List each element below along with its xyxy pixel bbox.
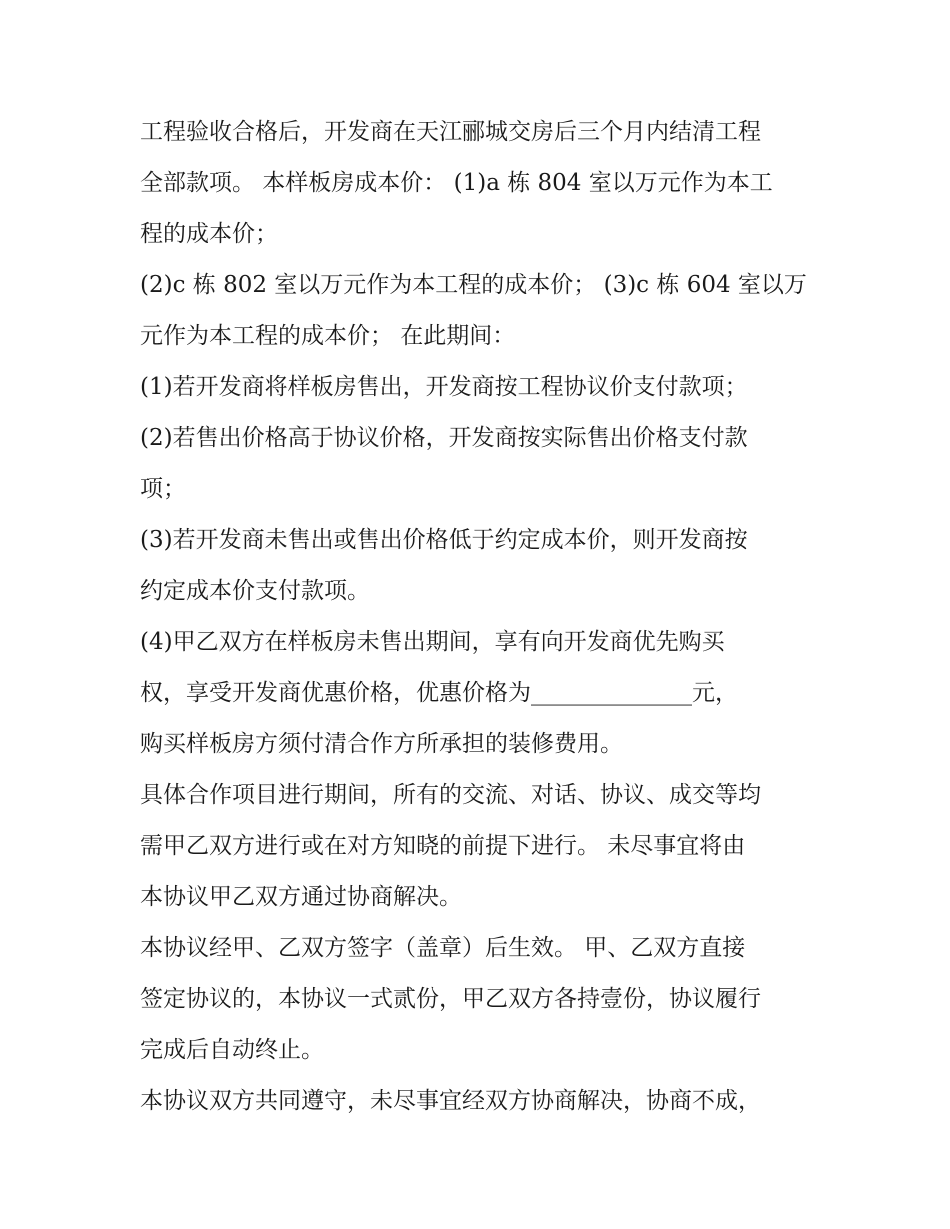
- text-line: 工程验收合格后，开发商在天江郦城交房后三个月内结清工程: [140, 119, 761, 145]
- text-line: 程的成本价；: [140, 221, 278, 247]
- text-line: (4)甲乙双方在样板房未售出期间，享有向开发商优先购买: [140, 629, 725, 655]
- text-line: 需甲乙双方进行或在对方知晓的前提下进行。 未尽事宜将由: [140, 833, 746, 859]
- text-line: 完成后自动终止。: [140, 1037, 324, 1063]
- text-line: (2)c 栋 802 室以万元作为本工程的成本价； (3)c 栋 604 室以万: [140, 272, 807, 298]
- text-line: (3)若开发商未售出或售出价格低于约定成本价，则开发商按: [140, 527, 748, 553]
- document-body: [140, 107, 830, 1127]
- text-line: (2)若售出价格高于协议价格，开发商按实际售出价格支付款: [140, 425, 748, 451]
- text-line: 全部款项。 本样板房成本价： (1)a 栋 804 室以万元作为本工: [140, 170, 773, 196]
- text-line: 权，享受开发商优惠价格，优惠价格为______________元，: [140, 680, 738, 706]
- text-line: 元作为本工程的成本价； 在此期间：: [140, 323, 516, 349]
- text-line: 签定协议的，本协议一式贰份，甲乙双方各持壹份，协议履行: [140, 986, 761, 1012]
- text-line: 约定成本价支付款项。: [140, 578, 370, 604]
- text-line: 本协议经甲、乙双方签字（盖章）后生效。 甲、乙双方直接: [140, 935, 746, 961]
- text-line: 本协议双方共同遵守，未尽事宜经双方协商解决，协商不成，: [140, 1088, 761, 1114]
- text-line: (1)若开发商将样板房售出，开发商按工程协议价支付款项；: [140, 374, 748, 400]
- text-line: 项；: [140, 476, 186, 502]
- text-line: 本协议甲乙双方通过协商解决。: [140, 884, 462, 910]
- text-line: 具体合作项目进行期间，所有的交流、对话、协议、成交等均: [140, 782, 761, 808]
- text-line: 购买样板房方须付清合作方所承担的装修费用。: [140, 731, 623, 757]
